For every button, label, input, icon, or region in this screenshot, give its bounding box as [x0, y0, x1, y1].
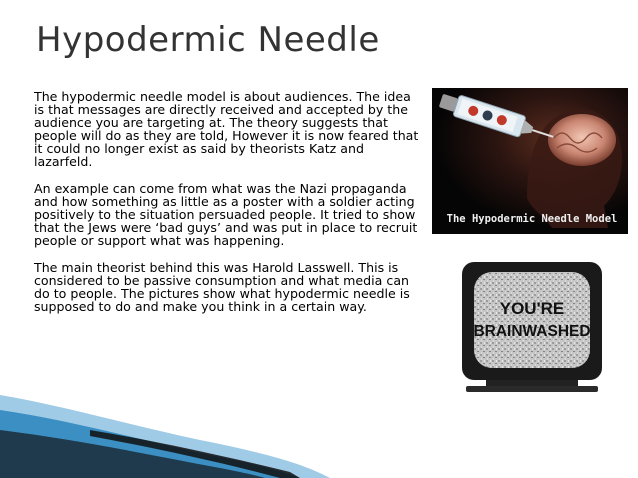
tv-text-line1: YOU'RE [499, 299, 565, 318]
tv-text-line2: BRAINWASHED [473, 323, 591, 340]
slide-title: Hypodermic Needle [36, 20, 380, 60]
brainwashed-tv-image [456, 258, 608, 398]
paragraph-model-definition: The hypodermic needle model is about audiences. The idea is that messages are directly received and accepted by the audience you are targeting at. The theory suggests that people will do as they are told, However it is now feared that it could no longer exist as said by theorists Katz and lazarfeld. [34, 89, 419, 169]
slide-body [34, 90, 424, 327]
paragraph-nazi-example: An example can come from what was the Nazi propaganda and how something as little as a poster with a soldier acting positively to the situation persuaded people. It tried to show that the Jews were ‘bad guys’ and was put in place to recruit people or support what was happening. [34, 181, 418, 248]
needle-caption: The Hypodermic Needle Model [446, 213, 618, 225]
paragraph-lasswell: The main theorist behind this was Harold Lasswell. This is considered to be passive consumption and what media can do to people. The pictures show what hypodermic needle is supposed to do and make you think in a certain way. [34, 260, 410, 314]
hypodermic-needle-image [432, 88, 628, 234]
